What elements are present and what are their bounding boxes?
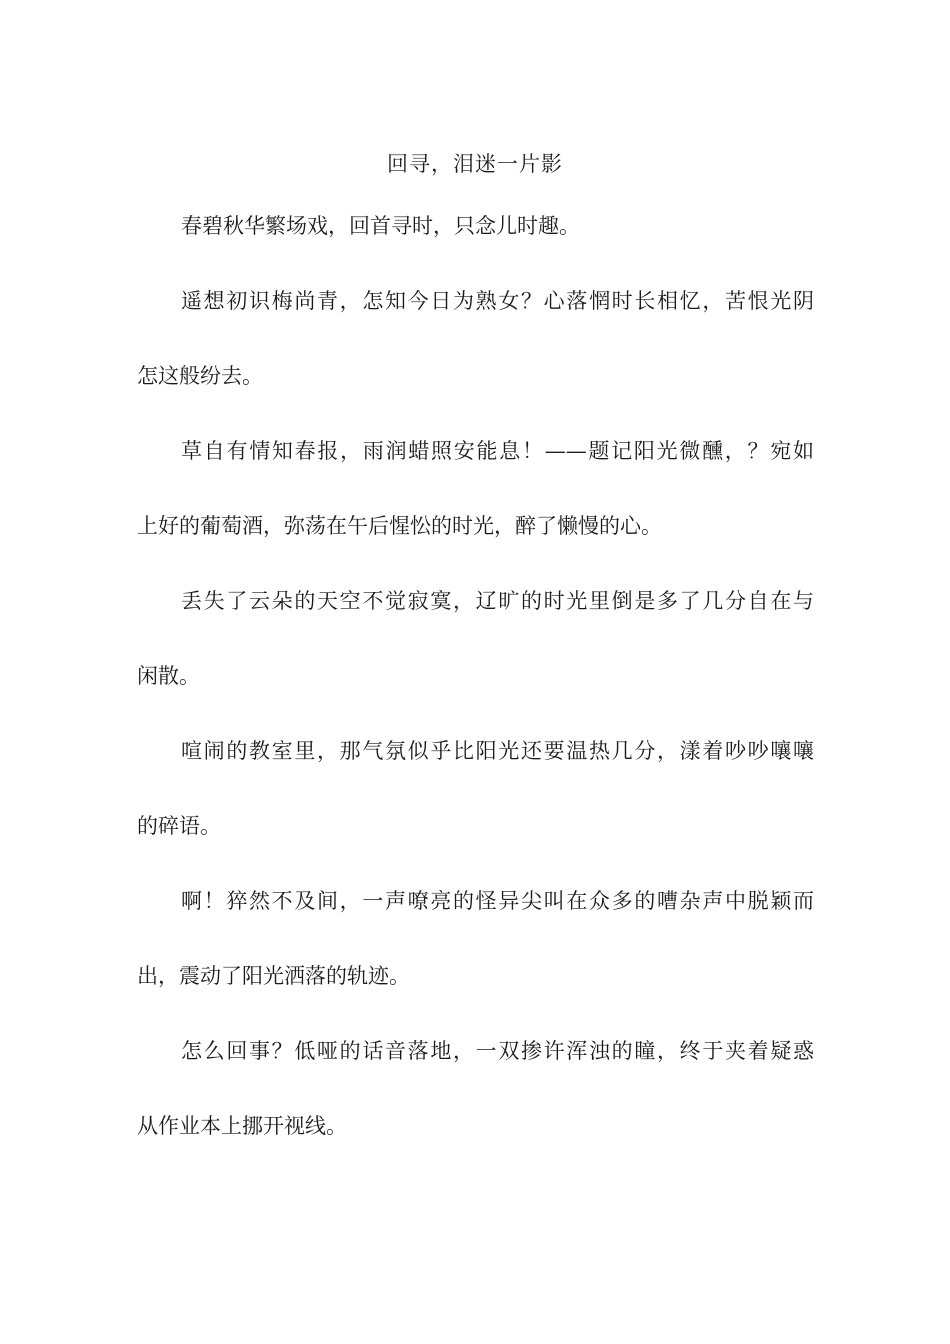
paragraph-7-line-2: 从作业本上挪开视线。 [137, 1114, 347, 1138]
paragraph-3-line-2: 上好的葡萄酒，弥荡在午后惺忪的时光，醉了懒慢的心。 [137, 514, 662, 538]
paragraph-4-line-1: 丢失了云朵的天空不觉寂寞，辽旷的时光里倒是多了几分自在与 [181, 589, 814, 613]
paragraph-6-line-1: 啊！猝然不及间，一声嘹亮的怪异尖叫在众多的嘈杂声中脱颖而 [181, 889, 814, 913]
paragraph-2-line-1: 遥想初识梅尚青，怎知今日为熟女？心落惘时长相忆，苦恨光阴 [181, 289, 814, 313]
paragraph-3-line-1: 草自有情知春报，雨润蜡照安能息！——题记阳光微醺，？宛如 [181, 439, 814, 463]
paragraph-5-line-2: 的碎语。 [137, 814, 221, 838]
paragraph-5-line-1: 喧闹的教室里，那气氛似乎比阳光还要温热几分，漾着吵吵嚷嚷 [181, 739, 814, 763]
paragraph-4-line-2: 闲散。 [137, 664, 200, 688]
paragraph-6-line-2: 出，震动了阳光洒落的轨迹。 [137, 964, 410, 988]
paragraph-1-line-1: 春碧秋华繁场戏，回首寻时，只念儿时趣。 [181, 214, 580, 238]
document-title: 回寻，泪迷一片影 [387, 152, 563, 176]
paragraph-7-line-1: 怎么回事？低哑的话音落地，一双掺许浑浊的瞳，终于夹着疑惑 [181, 1039, 814, 1063]
paragraph-2-line-2: 怎这般纷去。 [137, 364, 263, 388]
